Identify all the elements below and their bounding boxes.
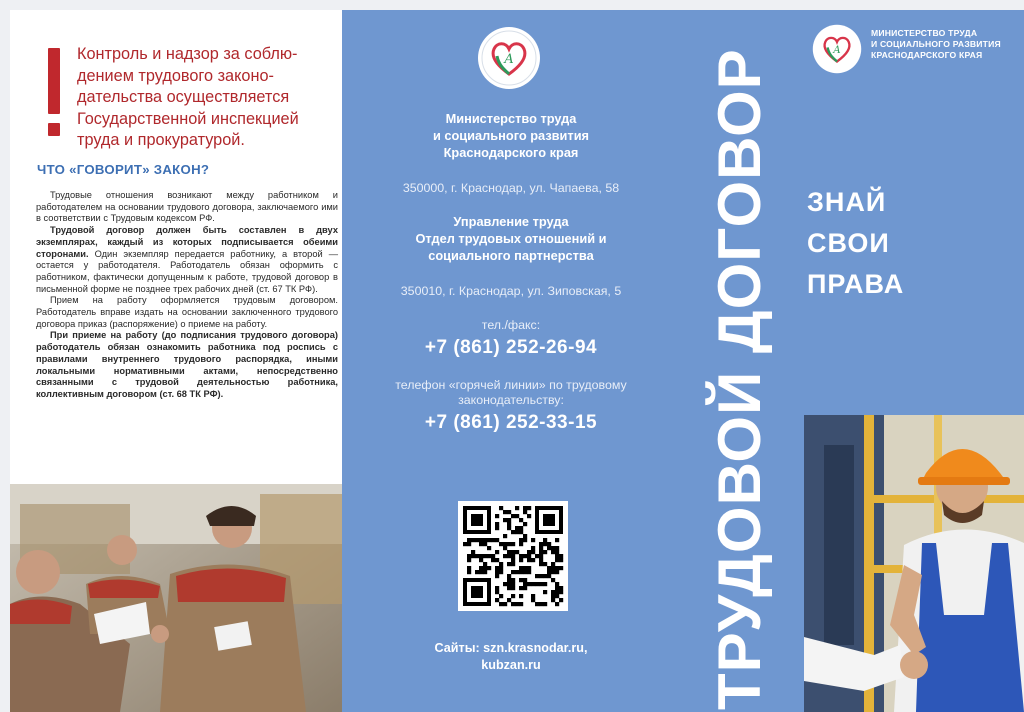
hotline-line: телефон «горячей линии» по трудовому <box>395 378 627 392</box>
ministry-header-line: МИНИСТЕРСТВО ТРУДА <box>871 28 978 38</box>
law-body <box>36 190 338 401</box>
slogan-line: ЗНАЙ <box>807 187 887 217</box>
warning-text <box>77 44 337 152</box>
right-panel <box>680 10 1024 712</box>
ministry-line: и социального развития <box>432 128 590 143</box>
middle-panel <box>342 10 680 712</box>
law-heading: ЧТО «ГОВОРИТ» ЗАКОН? <box>37 162 210 177</box>
law-paragraph: При приеме на работу (до подписания трудового договора) работодатель обязан ознакомить работника под роспись с правилами внутреннего трудового распорядка, иными локальными нормативными актами, непосредственно связанными с трудовой деятельностью работника, коллективным договором (ст. 68 ТК РФ). <box>36 330 338 399</box>
hotline-line: законодательству: <box>458 393 564 407</box>
law-paragraph: Прием на работу оформляется трудовым договором. Работодатель вправе издать на основании заключенного трудового договора приказ (распоряжение) о приеме на работу. <box>36 295 338 329</box>
phone-number: +7 (861) 252-26-94 <box>424 337 598 358</box>
warning-line: дательства осуществляется <box>77 88 290 106</box>
websites <box>342 640 680 674</box>
heart-logo-icon <box>812 24 862 74</box>
exclamation-icon <box>48 48 60 136</box>
ministry-header <box>871 28 1001 61</box>
ministry-line: Краснодарского края <box>443 145 579 160</box>
law-paragraph: Трудовые отношения возникают между работником и работодателем на основании трудового договора, заключаемого ими в соответствии с Трудовым кодексом РФ. <box>36 190 338 224</box>
department-line: социального партнерства <box>428 248 594 263</box>
left-panel <box>10 10 342 712</box>
warning-line: труда и прокуратурой. <box>77 131 245 149</box>
hotline-label <box>342 378 680 408</box>
heart-logo-icon <box>477 26 541 90</box>
websites-line: Сайты: szn.krasnodar.ru, <box>434 641 588 655</box>
svg-text:А: А <box>504 52 514 67</box>
ministry-header-line: КРАСНОДАРСКОГО КРАЯ <box>871 50 983 60</box>
ministry-name <box>342 110 680 161</box>
ministry-address: 350000, г. Краснодар, ул. Чапаева, 58 <box>402 181 620 195</box>
department-address: 350010, г. Краснодар, ул. Зиповская, 5 <box>400 284 622 298</box>
svg-text:А: А <box>833 44 841 56</box>
warning-line: Контроль и надзор за соблю- <box>77 45 298 63</box>
ministry-line: Министерство труда <box>445 111 577 126</box>
know-your-rights-slogan <box>807 182 904 305</box>
department-line: Отдел трудовых отношений и <box>415 231 607 246</box>
slogan-line: СВОИ <box>807 228 890 258</box>
ministry-header-line: И СОЦИАЛЬНОГО РАЗВИТИЯ <box>871 39 1001 49</box>
worker-hardhat-photo <box>804 415 1024 712</box>
qr-code[interactable] <box>458 501 568 611</box>
labor-contract-title: ТРУДОВОЙ ДОГОВОР <box>706 48 773 710</box>
phone-label: тел./факс: <box>481 318 541 332</box>
workers-handshake-photo <box>10 484 342 712</box>
department-line: Управление труда <box>453 214 569 229</box>
slogan-line: ПРАВА <box>807 269 905 299</box>
law-paragraph: Трудовой договор должен быть составлен в двух экземплярах, каждый из которых подписывается обеими сторонами. Один экземпляр передается работнику, а второй — остается у работодателя. Работодатель обязан оформить с работником, фактически допущенным к работе, трудовой договор в письменной форме не позднее трех рабочих дней (ст. 67 ТК РФ). <box>36 225 338 294</box>
warning-line: дением трудового законо- <box>77 66 274 85</box>
warning-line: Государственной инспекцией <box>77 109 299 128</box>
hotline-phone-number: +7 (861) 252-33-15 <box>424 412 598 433</box>
websites-line: kubzan.ru <box>481 658 541 672</box>
department-name <box>342 213 680 264</box>
